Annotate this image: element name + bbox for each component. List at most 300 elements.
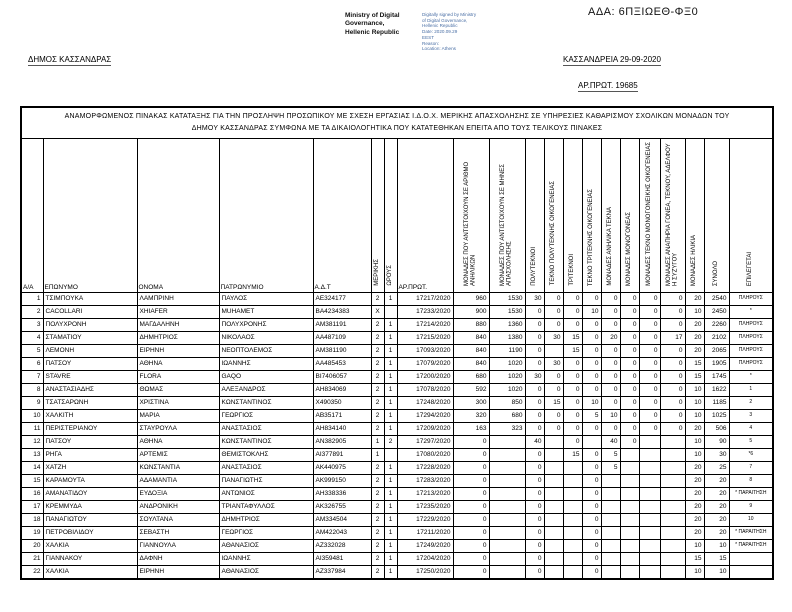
cell-arprot: 17213/2020 <box>397 487 453 500</box>
cell-aa: 19 <box>21 526 43 539</box>
cell-monades_anilikon: 0 <box>453 500 489 513</box>
cell-polyteknoi: 0 <box>525 500 544 513</box>
cell-eponymo: ΠΑΝΑΓΙΩΤΟΥ <box>43 513 137 526</box>
cell-monades_monogoneas <box>620 461 639 474</box>
cell-patronymio: GAQO <box>219 370 313 383</box>
cell-synolo: 20 <box>704 500 729 513</box>
cell-adt: ΑΜ381191 <box>313 318 371 331</box>
cell-aa: 13 <box>21 448 43 461</box>
cell-tekno_triteknis: 0 <box>582 513 601 526</box>
cell-orous: 1 <box>384 513 397 526</box>
cell-monades_ilikia: 10 <box>685 539 704 552</box>
cell-epilegetai: 1 <box>729 383 773 396</box>
cell-monades_monogoneas <box>620 448 639 461</box>
cell-synolo: 1025 <box>704 409 729 422</box>
cell-orous <box>384 305 397 318</box>
cell-aa: 5 <box>21 344 43 357</box>
cell-tekno_polyteknis <box>544 344 563 357</box>
cell-orous: 1 <box>384 357 397 370</box>
cell-tekno_polyteknis: 0 <box>544 305 563 318</box>
cell-monades_monogoneas: 0 <box>620 357 639 370</box>
cell-onoma: ΘΩΜΑΣ <box>137 383 219 396</box>
cell-triteknoi <box>563 500 582 513</box>
cell-epilegetai: * ΠΑΡΑΙΤΗΣΗ <box>729 526 773 539</box>
cell-merikis: 2 <box>371 461 384 474</box>
cell-eponymo: ΓΙΑΝΝΑΚΟΥ <box>43 552 137 565</box>
table-title-line2: ΔΗΜΟΥ ΚΑΣΣΑΝΔΡΑΣ ΣΥΜΦΩΝΑ ΜΕ ΤΑ ΔΙΚΑΙΟΛΟΓΗΤΙΚΑ ΠΟΥ ΚΑΤΑΤΕΘΗΚΑΝ ΕΠΕΙΤΑ ΑΠΟ ΤΟΥΣ ΤΕΛΙΚΟΥΣ ΠΙΝΑΚΕΣ <box>191 124 603 132</box>
cell-arprot: 17080/2020 <box>397 448 453 461</box>
col-header-monades-tekno-monogoneikis: ΜΟΝΑΔΕΣ ΤΕΚΝΟ ΜΟΝΟΓΟΝΕΙΚΗΣ ΟΙΚΟΓΕΝΕΙΑΣ <box>639 138 660 292</box>
cell-merikis: 2 <box>371 539 384 552</box>
cell-synolo: 1185 <box>704 396 729 409</box>
signature-line: Hellenic Republic <box>422 23 458 29</box>
cell-monades_monogoneas <box>620 487 639 500</box>
cell-monades_anilikon: 900 <box>453 305 489 318</box>
cell-patronymio: ΓΕΩΡΓΙΟΣ <box>219 409 313 422</box>
cell-synolo: 2065 <box>704 344 729 357</box>
cell-eponymo: ΤΣΙΜΠΟΥΚΑ <box>43 292 137 305</box>
cell-monades_anilikon: 0 <box>453 552 489 565</box>
cell-tekno_triteknis: 0 <box>582 370 601 383</box>
cell-aa: 17 <box>21 500 43 513</box>
signature-line: Reason: <box>422 40 440 46</box>
table-row <box>21 487 773 500</box>
cell-monades_mines <box>489 474 525 487</box>
cell-eponymo: ΚΡΕΜΜΥΔΑ <box>43 500 137 513</box>
table-title <box>21 107 773 138</box>
cell-adt: ΑΜ334504 <box>313 513 371 526</box>
cell-merikis: Χ <box>371 305 384 318</box>
cell-arprot: 17215/2020 <box>397 331 453 344</box>
cell-tekno_triteknis: 0 <box>582 422 601 435</box>
cell-monades_anilikon: 840 <box>453 344 489 357</box>
col-header-eponymo: ΕΠΩΝΥΜΟ <box>43 138 137 292</box>
cell-monades_anapiria <box>660 500 685 513</box>
cell-tekno_polyteknis <box>544 435 563 448</box>
cell-eponymo: ΠΕΡΙΣΤΕΡΙΑΝΟΥ <box>43 422 137 435</box>
cell-orous: 1 <box>384 331 397 344</box>
cell-monades_anilikon: 163 <box>453 422 489 435</box>
cell-patronymio: ΝΕΟΠΤΟΛΕΜΟΣ <box>219 344 313 357</box>
cell-onoma: ΣΤΑΥΡΟΥΛΑ <box>137 422 219 435</box>
cell-monades_anapiria <box>660 526 685 539</box>
cell-monades_mines: 1360 <box>489 318 525 331</box>
cell-aa: 4 <box>21 331 43 344</box>
cell-onoma: ΑΘΗΝΑ <box>137 357 219 370</box>
cell-tekno_triteknis: 0 <box>582 552 601 565</box>
col-header-monades-anilikon: ΜΟΝΑΔΕΣ ΠΟΥ ΑΝΤΙΣΤΟΙΧΟΥΝ ΣΕ ΑΡΙΘΜΟ ΑΝΗΛΙΚΩΝ <box>453 138 489 292</box>
cell-arprot: 17229/2020 <box>397 513 453 526</box>
cell-monades_tekno_mono <box>639 461 660 474</box>
cell-arprot: 17217/2020 <box>397 292 453 305</box>
protocol-number: ΑΡ.ΠΡΩΤ. 19685 <box>578 81 638 90</box>
cell-orous <box>384 448 397 461</box>
cell-monades_tekno_mono <box>639 552 660 565</box>
signature-line: of Digital Governance, <box>422 17 468 23</box>
cell-onoma: ΑΔΑΜΑΝΤΙΑ <box>137 474 219 487</box>
cell-tekno_polyteknis <box>544 500 563 513</box>
cell-eponymo: ΑΜΑΝΑΤΙΔΟΥ <box>43 487 137 500</box>
cell-merikis: 2 <box>371 552 384 565</box>
cell-monades_anilika <box>601 513 620 526</box>
cell-monades_anapiria <box>660 552 685 565</box>
cell-arprot: 17297/2020 <box>397 435 453 448</box>
cell-monades_ilikia: 10 <box>685 383 704 396</box>
cell-epilegetai <box>729 552 773 565</box>
cell-aa: 6 <box>21 357 43 370</box>
cell-merikis: 1 <box>371 435 384 448</box>
cell-adt: ΑΗ834140 <box>313 422 371 435</box>
cell-triteknoi <box>563 526 582 539</box>
table-row <box>21 409 773 422</box>
cell-merikis: 2 <box>371 318 384 331</box>
cell-polyteknoi: 0 <box>525 487 544 500</box>
cell-synolo: 20 <box>704 487 729 500</box>
cell-aa: 3 <box>21 318 43 331</box>
signature-line: Date: 2020.09.29 <box>422 29 458 35</box>
cell-monades_anilikon: 0 <box>453 461 489 474</box>
cell-triteknoi: 0 <box>563 422 582 435</box>
cell-arprot: 17283/2020 <box>397 474 453 487</box>
cell-tekno_polyteknis <box>544 513 563 526</box>
cell-polyteknoi: 0 <box>525 448 544 461</box>
col-header-adt: Α.Δ.Τ <box>313 138 371 292</box>
cell-triteknoi: 0 <box>563 292 582 305</box>
cell-monades_ilikia: 20 <box>685 513 704 526</box>
cell-arprot: 17209/2020 <box>397 422 453 435</box>
digital-signature-stamp <box>345 12 522 52</box>
cell-onoma: ΑΝΔΡΟΝΙΚΗ <box>137 500 219 513</box>
cell-monades_mines: 680 <box>489 409 525 422</box>
ministry-line: Hellenic Republic <box>345 28 400 36</box>
cell-tekno_polyteknis: 0 <box>544 409 563 422</box>
table-row <box>21 396 773 409</box>
cell-monades_monogoneas: 0 <box>620 383 639 396</box>
cell-patronymio: ΠΟΛΥΧΡΟΝΗΣ <box>219 318 313 331</box>
cell-triteknoi <box>563 461 582 474</box>
cell-adt: ΑΖ332028 <box>313 539 371 552</box>
cell-monades_ilikia: 10 <box>685 565 704 579</box>
cell-aa: 2 <box>21 305 43 318</box>
cell-adt: ΑΕ324177 <box>313 292 371 305</box>
cell-eponymo: ΧΑΛΚΙΑ <box>43 539 137 552</box>
cell-onoma: ΕΥΔΟΞΙΑ <box>137 487 219 500</box>
table-row <box>21 474 773 487</box>
cell-triteknoi <box>563 474 582 487</box>
cell-orous: 1 <box>384 370 397 383</box>
cell-monades_monogoneas: 0 <box>620 435 639 448</box>
cell-merikis: 2 <box>371 526 384 539</box>
cell-monades_anilika: 20 <box>601 331 620 344</box>
cell-patronymio: MUHAMET <box>219 305 313 318</box>
cell-monades_anilikon: 840 <box>453 331 489 344</box>
cell-polyteknoi: 0 <box>525 513 544 526</box>
cell-monades_anilika: 40 <box>601 435 620 448</box>
cell-adt: ΑΗ338336 <box>313 487 371 500</box>
cell-triteknoi: 15 <box>563 331 582 344</box>
table-row <box>21 526 773 539</box>
cell-monades_monogoneas: 0 <box>620 318 639 331</box>
cell-monades_tekno_mono <box>639 448 660 461</box>
cell-monades_tekno_mono: 0 <box>639 396 660 409</box>
cell-monades_anapiria: 0 <box>660 318 685 331</box>
cell-monades_ilikia: 20 <box>685 487 704 500</box>
cell-tekno_triteknis: 0 <box>582 318 601 331</box>
cell-arprot: 17233/2020 <box>397 305 453 318</box>
column-header-row <box>21 138 773 292</box>
cell-tekno_triteknis <box>582 435 601 448</box>
cell-triteknoi <box>563 552 582 565</box>
cell-aa: 1 <box>21 292 43 305</box>
cell-monades_anapiria <box>660 448 685 461</box>
cell-adt: ΑΙ359481 <box>313 552 371 565</box>
cell-monades_anapiria: 0 <box>660 305 685 318</box>
cell-monades_anilika: 0 <box>601 292 620 305</box>
cell-orous: 1 <box>384 526 397 539</box>
cell-polyteknoi: 30 <box>525 292 544 305</box>
cell-onoma: ΓΙΑΝΝΟΥΛΑ <box>137 539 219 552</box>
cell-monades_anapiria <box>660 487 685 500</box>
cell-monades_anapiria: 0 <box>660 422 685 435</box>
ada-number: ΑΔΑ: 6ΠΞΙΩΕΘ-ΦΞ0 <box>588 6 699 18</box>
table-row <box>21 513 773 526</box>
table-row <box>21 448 773 461</box>
cell-monades_anapiria: 0 <box>660 344 685 357</box>
cell-monades_mines <box>489 487 525 500</box>
cell-polyteknoi: 0 <box>525 539 544 552</box>
table-row <box>21 500 773 513</box>
cell-merikis: 2 <box>371 487 384 500</box>
table-row <box>21 565 773 579</box>
cell-merikis: 1 <box>371 448 384 461</box>
table-row <box>21 370 773 383</box>
table-row <box>21 461 773 474</box>
col-header-tekno-triteknis: ΤΕΚΝΟ ΤΡΙΤΕΚΝΗΣ ΟΙΚΟΓΕΝΕΙΑΣ <box>582 138 601 292</box>
cell-aa: 22 <box>21 565 43 579</box>
cell-epilegetai: * ΠΑΡΑΙΤΗΣΗ <box>729 539 773 552</box>
cell-onoma: ΔΗΜΗΤΡΙΟΣ <box>137 331 219 344</box>
cell-synolo: 1622 <box>704 383 729 396</box>
cell-tekno_polyteknis <box>544 474 563 487</box>
cell-monades_anapiria <box>660 565 685 579</box>
cell-arprot: 17079/2020 <box>397 357 453 370</box>
table-row <box>21 383 773 396</box>
cell-polyteknoi: 0 <box>525 344 544 357</box>
cell-monades_anilika: 0 <box>601 370 620 383</box>
col-header-polyteknoi: ΠΟΛΥΤΕΚΝΟΙ <box>525 138 544 292</box>
cell-orous: 1 <box>384 461 397 474</box>
cell-polyteknoi: 0 <box>525 305 544 318</box>
cell-synolo: 506 <box>704 422 729 435</box>
title-row <box>21 107 773 138</box>
cell-monades_ilikia: 20 <box>685 461 704 474</box>
cell-polyteknoi: 0 <box>525 383 544 396</box>
cell-monades_ilikia: 10 <box>685 448 704 461</box>
cell-orous: 1 <box>384 474 397 487</box>
cell-adt: ΑΚ999150 <box>313 474 371 487</box>
cell-tekno_polyteknis <box>544 539 563 552</box>
cell-patronymio: ΚΩΝΣΤΑΝΤΙΝΟΣ <box>219 396 313 409</box>
cell-monades_anilikon: 0 <box>453 526 489 539</box>
cell-tekno_polyteknis <box>544 526 563 539</box>
cell-eponymo: ΠΟΛΥΧΡΟΝΗ <box>43 318 137 331</box>
cell-tekno_polyteknis: 0 <box>544 383 563 396</box>
cell-patronymio: ΠΑΥΛΟΣ <box>219 292 313 305</box>
cell-adt: ΑΚ440975 <box>313 461 371 474</box>
cell-monades_ilikia: 15 <box>685 357 704 370</box>
cell-synolo: 25 <box>704 461 729 474</box>
cell-monades_ilikia: 20 <box>685 344 704 357</box>
col-header-monades-monogoneas: ΜΟΝΑΔΕΣ ΜΟΝΟΓΟΝΕΑΣ <box>620 138 639 292</box>
cell-monades_anapiria <box>660 474 685 487</box>
cell-monades_anilikon: 960 <box>453 292 489 305</box>
cell-synolo: 20 <box>704 513 729 526</box>
ranking-table <box>20 106 774 580</box>
cell-eponymo: ΠΕΤΡΟΒΙΛΙΔΟΥ <box>43 526 137 539</box>
cell-monades_mines <box>489 435 525 448</box>
cell-eponymo: ΧΑΤΖΗ <box>43 461 137 474</box>
cell-adt: ΑΜ381190 <box>313 344 371 357</box>
cell-tekno_triteknis: 5 <box>582 409 601 422</box>
cell-adt: ΒΙ7406057 <box>313 370 371 383</box>
cell-tekno_polyteknis: 0 <box>544 422 563 435</box>
cell-monades_tekno_mono <box>639 474 660 487</box>
cell-monades_anilikon: 592 <box>453 383 489 396</box>
cell-patronymio: ΚΩΝΣΤΑΝΤΙΝΟΣ <box>219 435 313 448</box>
cell-synolo: 20 <box>704 526 729 539</box>
cell-merikis: 2 <box>371 422 384 435</box>
cell-polyteknoi: 30 <box>525 370 544 383</box>
cell-arprot: 17235/2020 <box>397 500 453 513</box>
table-row <box>21 331 773 344</box>
cell-patronymio: ΑΘΑΝΑΣΙΟΣ <box>219 565 313 579</box>
cell-tekno_polyteknis <box>544 487 563 500</box>
cell-eponymo: ΠΑΤΣΟΥ <box>43 435 137 448</box>
cell-merikis: 2 <box>371 344 384 357</box>
table-row <box>21 292 773 305</box>
cell-monades_tekno_mono <box>639 487 660 500</box>
col-header-triteknoi: ΤΡΙΤΕΚΝΟΙ <box>563 138 582 292</box>
cell-onoma: XHIAFER <box>137 305 219 318</box>
cell-eponymo: ΤΣΑΤΣΑΡΩΝΗ <box>43 396 137 409</box>
cell-eponymo: CACOLLARI <box>43 305 137 318</box>
cell-tekno_triteknis: 0 <box>582 331 601 344</box>
cell-merikis: 2 <box>371 292 384 305</box>
table-title-line1: ΑΝΑΜΟΡΦΩΜΕΝΟΣ ΠΙΝΑΚΑΣ ΚΑΤΑΤΑΞΗΣ ΓΙΑ ΤΗΝ ΠΡΟΣΛΗΨΗ ΠΡΟΣΩΠΙΚΟΥ ΜΕ ΣΧΕΣΗ ΕΡΓΑΣΙΑΣ Ι.Δ.Ο.Χ. ΜΕΡΙΚΗΣ ΑΠΑΣΧΟΛΗΣΗΣ ΣΕ ΥΠΗΡΕΣΙΕΣ ΚΑΘΑΡΙΣΜΟΥ ΣΧΟΛΙΚΩΝ ΜΟΝΑΔΩΝ ΤΟΥ <box>64 113 730 120</box>
cell-adt: ΑΑ485453 <box>313 357 371 370</box>
cell-eponymo: ΡΗΓΑ <box>43 448 137 461</box>
cell-onoma: ΜΑΡΙΑ <box>137 409 219 422</box>
cell-monades_ilikia: 20 <box>685 318 704 331</box>
cell-tekno_polyteknis: 15 <box>544 396 563 409</box>
cell-aa: 20 <box>21 539 43 552</box>
cell-monades_anilika: 0 <box>601 344 620 357</box>
cell-triteknoi <box>563 539 582 552</box>
cell-merikis: 2 <box>371 565 384 579</box>
cell-monades_monogoneas <box>620 500 639 513</box>
cell-aa: 15 <box>21 474 43 487</box>
cell-monades_tekno_mono <box>639 526 660 539</box>
cell-tekno_triteknis: 0 <box>582 539 601 552</box>
cell-monades_mines: 850 <box>489 396 525 409</box>
cell-epilegetai: 2 <box>729 396 773 409</box>
col-header-epilegetai: ΕΠΙΛΕΓΕΤΑΙ <box>729 138 773 292</box>
cell-polyteknoi: 0 <box>525 526 544 539</box>
cell-orous: 2 <box>384 435 397 448</box>
cell-monades_monogoneas: 0 <box>620 396 639 409</box>
cell-monades_anilikon: 0 <box>453 487 489 500</box>
cell-patronymio: ΑΝΤΩΝΙΟΣ <box>219 487 313 500</box>
cell-monades_monogoneas: 0 <box>620 422 639 435</box>
cell-epilegetai: ΠΛΗΡΟΥΣ <box>729 357 773 370</box>
cell-adt: ΑΚ326755 <box>313 500 371 513</box>
col-header-monades-anilika-tekna: ΜΟΝΑΔΕΣ ΑΝΗΛΙΚΑ ΤΕΚΝΑ <box>601 138 620 292</box>
cell-tekno_triteknis: 0 <box>582 448 601 461</box>
cell-monades_anapiria <box>660 435 685 448</box>
cell-monades_anilika: 0 <box>601 305 620 318</box>
cell-orous: 1 <box>384 565 397 579</box>
cell-patronymio: ΙΩΑΝΝΗΣ <box>219 552 313 565</box>
cell-monades_anapiria <box>660 539 685 552</box>
cell-monades_ilikia: 20 <box>685 500 704 513</box>
cell-monades_anapiria <box>660 461 685 474</box>
cell-monades_tekno_mono: 0 <box>639 383 660 396</box>
cell-monades_anilika <box>601 487 620 500</box>
cell-epilegetai <box>729 565 773 579</box>
ministry-line: Governance, <box>345 20 385 28</box>
cell-orous: 1 <box>384 396 397 409</box>
cell-monades_anapiria: 0 <box>660 357 685 370</box>
cell-orous: 1 <box>384 500 397 513</box>
cell-tekno_polyteknis <box>544 461 563 474</box>
cell-monades_anapiria: 0 <box>660 383 685 396</box>
cell-monades_ilikia: 20 <box>685 422 704 435</box>
cell-orous: 1 <box>384 344 397 357</box>
cell-tekno_polyteknis: 30 <box>544 331 563 344</box>
cell-adt: ΑΒ35171 <box>313 409 371 422</box>
cell-monades_anilikon: 0 <box>453 539 489 552</box>
cell-epilegetai: ΠΛΗΡΟΥΣ <box>729 318 773 331</box>
cell-patronymio: ΓΕΩΡΓΙΟΣ <box>219 526 313 539</box>
cell-patronymio: ΑΝΑΣΤΑΣΙΟΣ <box>219 422 313 435</box>
cell-aa: 10 <box>21 409 43 422</box>
cell-monades_tekno_mono <box>639 435 660 448</box>
cell-monades_mines <box>489 448 525 461</box>
place-date: ΚΑΣΣΑΝΔΡΕΙΑ 29-09-2020 <box>563 55 661 64</box>
cell-adt: ΑΑ487109 <box>313 331 371 344</box>
cell-monades_anapiria: 0 <box>660 409 685 422</box>
cell-monades_tekno_mono <box>639 565 660 579</box>
cell-onoma: ΣΟΥΛΤΑΝΑ <box>137 513 219 526</box>
cell-aa: 12 <box>21 435 43 448</box>
cell-epilegetai: 10 <box>729 513 773 526</box>
cell-tekno_polyteknis <box>544 565 563 579</box>
cell-orous: 1 <box>384 539 397 552</box>
cell-arprot: 17211/2020 <box>397 526 453 539</box>
cell-triteknoi: 0 <box>563 435 582 448</box>
cell-monades_tekno_mono: 0 <box>639 331 660 344</box>
cell-tekno_triteknis: 0 <box>582 500 601 513</box>
cell-arprot: 17228/2020 <box>397 461 453 474</box>
cell-epilegetai: 5 <box>729 435 773 448</box>
cell-monades_tekno_mono: 0 <box>639 318 660 331</box>
cell-merikis: 2 <box>371 409 384 422</box>
cell-epilegetai: 7 <box>729 461 773 474</box>
cell-monades_anilikon: 880 <box>453 318 489 331</box>
cell-epilegetai: 4 <box>729 422 773 435</box>
cell-monades_ilikia: 10 <box>685 409 704 422</box>
cell-polyteknoi: 0 <box>525 396 544 409</box>
